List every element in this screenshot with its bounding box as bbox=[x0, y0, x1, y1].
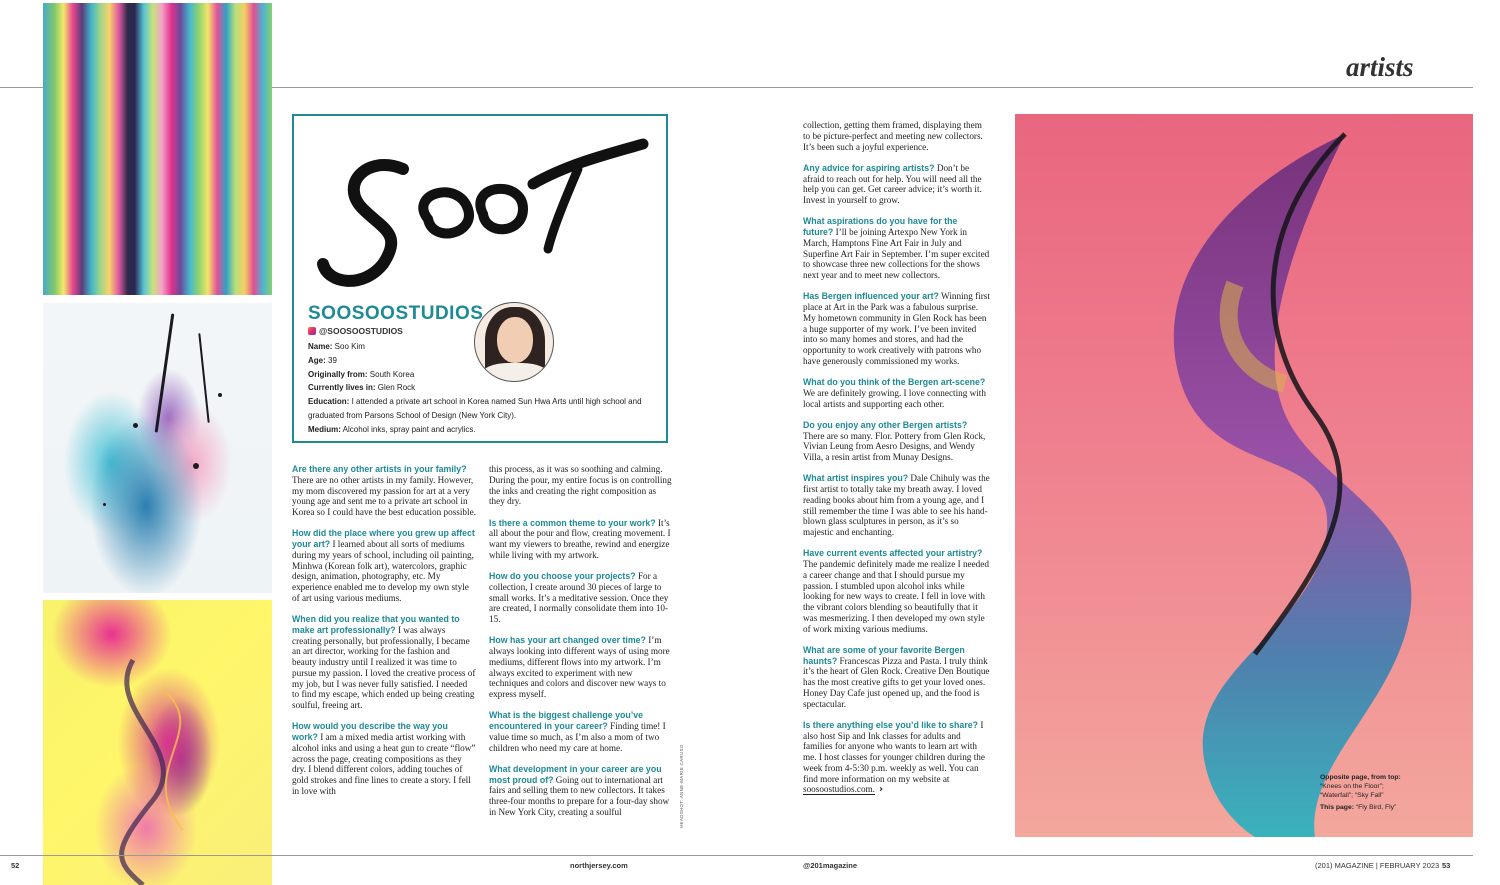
artist-fact-label: Currently lives in: bbox=[308, 383, 376, 393]
instagram-handle-text: @SOOSOOSTUDIOS bbox=[319, 326, 403, 336]
footer-website[interactable]: northjersey.com bbox=[570, 861, 628, 870]
artist-fact-label: Education: bbox=[308, 397, 350, 407]
answer-text: I also host Sip and Ink classes for adults and families for anyone who wants to learn art with me. I host classes for younger children during the week from 4-5:30 p.m. weekly as well. You can find more information on my website at bbox=[803, 719, 985, 784]
artist-fact-value: Alcohol inks, spray paint and acrylics. bbox=[340, 424, 476, 434]
question-heading: Is there a common theme to your work? bbox=[489, 517, 656, 528]
answer-text: I’m always looking into different ways of using more mediums, different flows into my artwork. I’m always excited to experiment with new techniques and colors and discover new ways to express myself. bbox=[489, 635, 670, 699]
question-heading: Are there any other artists in your family? bbox=[292, 464, 467, 474]
qa-paragraph bbox=[803, 548, 990, 634]
artist-fact-label: Age: bbox=[308, 355, 326, 365]
artwork-strokes bbox=[43, 600, 272, 885]
qa-paragraph bbox=[292, 721, 476, 796]
answer-text: There are so many. Flor. Pottery from Glen Rock, Vivian Leung from Aesro Designs, and Wendy Villa, a resin artist from Munay Designs. bbox=[803, 430, 986, 462]
qa-paragraph bbox=[803, 473, 990, 538]
arrow-right-icon: › bbox=[878, 784, 884, 796]
caption-opposite-line2: “Waterfall”; “Sky Fall” bbox=[1320, 792, 1384, 799]
artist-fact-row bbox=[308, 354, 658, 368]
qa-paragraph bbox=[292, 528, 476, 603]
question-heading: Has Bergen influenced your art? bbox=[803, 291, 939, 302]
artist-fact-value: I attended a private art school in Korea named Sun Hwa Arts until high school and graduated from Parsons School of Design (New York City). bbox=[308, 397, 642, 420]
artist-fact-row bbox=[308, 368, 658, 382]
answer-text: Going out to international art fairs and selling them to new collectors. It takes three-four months to prepare for a four-day show in New York City, creating a soulful bbox=[489, 774, 670, 817]
caption-opposite-line1: “Knees on the Floor”; bbox=[1320, 783, 1384, 790]
ink-dot bbox=[193, 463, 199, 469]
artwork-flow-shape bbox=[1015, 114, 1473, 837]
article-column-1 bbox=[292, 464, 476, 807]
qa-paragraph bbox=[803, 216, 990, 281]
ink-dot bbox=[103, 503, 106, 506]
caption-this-label: This page: bbox=[1320, 804, 1354, 811]
qa-paragraph bbox=[489, 464, 673, 507]
artist-fact-label: Originally from: bbox=[308, 369, 368, 379]
artist-fact-value: Soo Kim bbox=[332, 342, 365, 351]
image-caption bbox=[1320, 773, 1460, 812]
artist-fact-row bbox=[308, 381, 658, 395]
answer-text: For a collection, I create around 30 pieces of large to small works. It’s a meditative session. Once they are created, I normally consolidate them into 10-15. bbox=[489, 571, 669, 624]
answer-text: Dale Chihuly was the first artist to totally take my breath away. I loved reading books about him from a young age, and I still remember the time I was able to see his hand-blown glass sculptures in person, as it’s so majestic and enchanting. bbox=[803, 473, 990, 537]
ink-dot bbox=[133, 423, 138, 428]
question-heading: How has your art changed over time? bbox=[489, 635, 646, 646]
qa-paragraph bbox=[292, 614, 476, 711]
ink-dot bbox=[218, 393, 222, 397]
qa-paragraph bbox=[803, 720, 990, 796]
answer-text: I am a mixed media artist working with alcohol inks and using a heat gun to create “flow” across the page, creating compositions as they dry. I blend different colors, adding touches of gold strokes and fine lines to create a story. I fell in love with bbox=[292, 732, 476, 796]
qa-paragraph bbox=[489, 764, 673, 818]
question-heading: What aspirations do you have for the future? bbox=[803, 216, 958, 237]
artwork-sky-fall bbox=[43, 600, 272, 885]
question-heading: Any advice for aspiring artists? bbox=[803, 162, 935, 173]
question-heading: How would you describe the way you work? bbox=[292, 721, 448, 742]
qa-paragraph bbox=[803, 645, 990, 710]
answer-text: Finding time! I value time so much, as I’m also a mom of two children who need my care at home. bbox=[489, 721, 666, 753]
question-heading: How did the place where you grew up affect your art? bbox=[292, 528, 475, 549]
question-heading: What do you think of the Bergen art-scene? bbox=[803, 377, 986, 387]
soo-signature-logo bbox=[308, 124, 658, 299]
footer-rule bbox=[0, 855, 1473, 856]
question-heading: What are some of your favorite Bergen haunts? bbox=[803, 644, 965, 666]
artist-profile-box bbox=[292, 114, 668, 443]
qa-paragraph bbox=[489, 710, 673, 753]
artist-brand-name: SOOSOOSTUDIOS bbox=[308, 303, 484, 324]
artist-fact-label: Name: bbox=[308, 342, 333, 351]
instagram-icon bbox=[308, 327, 316, 335]
question-heading: Have current events affected your artistry? bbox=[803, 548, 983, 559]
question-heading: How do you choose your projects? bbox=[489, 571, 636, 581]
answer-text: We are definitely growing. I love connecting with local artists and supporting each other. bbox=[803, 387, 986, 409]
answer-text: I’ll be joining Artexpo New York in March, Hamptons Fine Art Fair in July and Superfine Art Fair in September. I’m super excited to showcase three new collections for the shows next year and to meet new collectors. bbox=[803, 227, 990, 280]
section-label: artists bbox=[1346, 52, 1414, 82]
question-heading: When did you realize that you wanted to make art professionally? bbox=[292, 614, 460, 635]
artist-fact-value: Glen Rock bbox=[375, 383, 416, 393]
photo-credit: HEADSHOT: ANNE-MARIE CARUSO bbox=[679, 744, 684, 828]
website-link[interactable]: soosoostudios.com. bbox=[803, 784, 875, 795]
qa-paragraph bbox=[803, 291, 990, 366]
caption-this-value: “Fly Bird, Fly” bbox=[1354, 804, 1397, 811]
qa-paragraph bbox=[803, 420, 990, 463]
qa-paragraph bbox=[489, 518, 673, 561]
ink-drip bbox=[198, 333, 209, 423]
question-heading: What development in your career are you most proud of? bbox=[489, 763, 662, 785]
artist-fact-row bbox=[308, 423, 658, 437]
question-heading: Do you enjoy any other Bergen artists? bbox=[803, 419, 968, 430]
page-number-left: 52 bbox=[11, 861, 20, 870]
artwork-knees-on-the-floor bbox=[43, 3, 272, 295]
answer-text: collection, getting them framed, displaying them to be picture-perfect and meeting new collectors. It’s been such a joyful experience. bbox=[803, 120, 983, 152]
article-column-3 bbox=[803, 120, 990, 807]
artist-fact-value: South Korea bbox=[367, 369, 415, 379]
question-heading: What artist inspires you? bbox=[803, 473, 909, 484]
answer-text: Don’t be afraid to reach out for help. You will need all the help you can get. Get career advice; it’s worth it. Invest in yourself to grow. bbox=[803, 162, 982, 205]
qa-paragraph bbox=[292, 464, 476, 518]
instagram-handle[interactable] bbox=[308, 326, 403, 336]
answer-text: I learned about all sorts of mediums during my years of school, including oil painting, Minhwa (Korean folk art), watercolors, graphic design, animation, photography, etc. My experience enabled me to develop my own style of art using various mediums. bbox=[292, 539, 474, 603]
answer-text: Francescas Pizza and Pasta. I truly think it’s the heart of Glen Rock. Creative Den Boutique has the most creative gifts to get your loved ones. Honey Day Cafe just opened up, and the food is spectacular. bbox=[803, 655, 990, 709]
artist-facts bbox=[308, 340, 658, 437]
artwork-fly-bird-fly bbox=[1015, 114, 1473, 837]
answer-text: Winning first place at Art in the Park was a fabulous surprise. My hometown community in Glen Rock has been a huge supporter of my work. I’ve been invited into so many homes and stores, and had the opportunity to work creatively with patrons who have generously commissioned my works. bbox=[803, 291, 990, 366]
artist-fact-row bbox=[308, 340, 658, 354]
qa-paragraph bbox=[803, 163, 990, 206]
footer-magazine-issue: (201) MAGAZINE | FEBRUARY 2023 bbox=[1315, 861, 1440, 870]
answer-text: The pandemic definitely made me realize I needed a career change and that I should pursue my passion. I stumbled upon alcohol inks while looking for new ways to create. I fell in love with the vibrant colors blending so beautifully that it was mesmerizing. I then developed my own style of work mixing various mediums. bbox=[803, 559, 989, 634]
qa-paragraph bbox=[489, 571, 673, 625]
answer-text: this process, as it was so soothing and calming. During the pour, my entire focus is on controlling the inks and creating the right composition as they dry. bbox=[489, 464, 672, 507]
artist-fact-label: Medium: bbox=[308, 424, 341, 434]
qa-paragraph bbox=[803, 377, 990, 409]
article-column-2 bbox=[489, 464, 673, 828]
artist-fact-row bbox=[308, 395, 658, 423]
qa-paragraph bbox=[803, 120, 990, 152]
qa-paragraph bbox=[489, 635, 673, 700]
ink-drip bbox=[155, 313, 175, 432]
artwork-waterfall bbox=[43, 303, 272, 593]
page-number-right: 53 bbox=[1442, 861, 1451, 870]
answer-text: I was always creating personally, but professionally, I became an art director, working for the fashion and beauty industry until I realized it was time to pursue my passion. I loved the creative process of my job, but I was never fully satisfied. I needed to find my escape, which ended up being creating soulful, freeing art. bbox=[292, 624, 476, 710]
artist-fact-value: 39 bbox=[325, 355, 337, 365]
caption-opposite-label: Opposite page, from top: bbox=[1320, 774, 1401, 781]
question-heading: Is there anything else you’d like to share? bbox=[803, 719, 979, 730]
footer-social-handle[interactable]: @201magazine bbox=[803, 861, 858, 870]
question-heading: What is the biggest challenge you’ve encountered in your career? bbox=[489, 710, 643, 731]
answer-text: There are no other artists in my family. However, my mom discovered my passion for art at a very young age and sent me to a private art school in Korea so I could have the best education possible. bbox=[292, 474, 476, 517]
answer-text: It’s all about the pour and flow, creating movement. I want my viewers to breathe, rewind and energize while living with my artwork. bbox=[489, 517, 671, 560]
